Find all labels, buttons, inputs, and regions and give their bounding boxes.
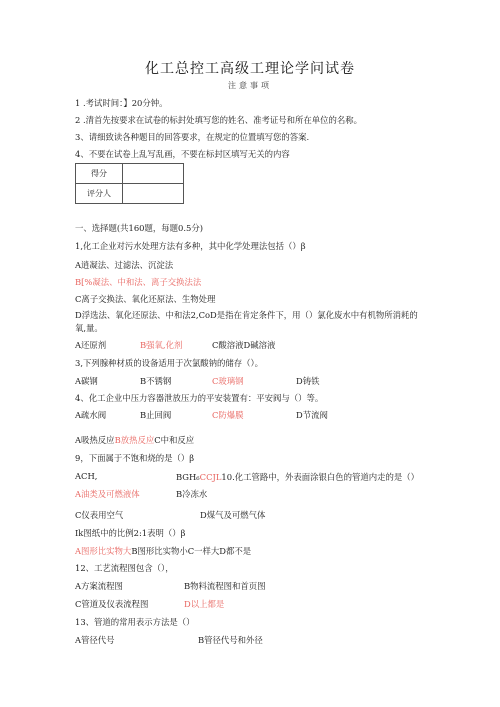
note-1: 1 .考试时间：】20分钟。 (75, 98, 168, 108)
q3-stem: 3,下列腺种材质的设备适用于次氯酸钠的储存（）。 (75, 358, 264, 368)
q1-stem: 1,化工企业对污水处理方法有多种，其中化学处理法包括（）β (75, 241, 306, 251)
page-title: 化工总控工高级工理论学问试卷 (145, 61, 355, 77)
grader-cell[interactable] (123, 184, 184, 204)
q10-stem: 10.化工管路中，外表面涂银白色的管道内走的是（） (221, 472, 419, 482)
q13-stem: 13、管道的常用表示方法是（） (75, 617, 195, 627)
q11-options (75, 545, 251, 557)
section-heading: 一、选择题(共160题，每题0.5分) (75, 223, 203, 233)
q4-option-c: C防爆膜 (212, 410, 244, 420)
q1-option-c: C离子交换法、氧化还原法、生物处理 (75, 294, 216, 304)
q10-option-c: C仪表用空气 (75, 510, 124, 520)
q5-option-b: B放热反应 (114, 435, 155, 445)
q12-stem: 12、工艺流程图包含（）， (75, 563, 174, 573)
q2-option-a: A还原剂 (75, 340, 107, 350)
q2-option-cd: C酸溶液D碱溶液 (212, 340, 276, 350)
score-label: 得分 (76, 164, 123, 184)
q4-option-d: D节流阀 (296, 410, 328, 420)
q12-option-a: A方案流程图 (75, 581, 123, 591)
q12-option-c: C管道及仪表流程图 (75, 599, 149, 609)
q9-option-c: CCJL (199, 472, 222, 482)
q3-option-d: D铸铁 (296, 376, 320, 386)
q1-option-b: B[%凝法、中和法、离子交换法法 (75, 277, 202, 287)
note-2: 2 .清首先按要求在试卷的标封处填写您的姓名、准考证号和所在单位的名称。 (75, 115, 363, 125)
q12-option-d: D以上都是 (184, 599, 225, 609)
note-3: 3、请细致读各种题目的回答要求，在规定的位置填写您的答案. (75, 132, 310, 142)
q4-stem: 4、化工企业中压力容器泄放压力的平安装置有：平安阀与（）等。 (75, 393, 324, 403)
q4-option-a: A疏水阀 (75, 410, 107, 420)
q9-option-b: BGH₆ (176, 472, 200, 482)
q12-option-b: B物料流程图和首页图 (184, 581, 266, 591)
q13-option-a: A管径代号 (75, 635, 115, 645)
q10-option-d: D煤气及可燃气体 (200, 510, 266, 520)
q3-option-b: B不锈钢 (140, 376, 172, 386)
q5-option-a: A吸热反应 (75, 435, 115, 445)
q4-option-b: B止回阀 (140, 410, 172, 420)
q11-option-a: A图形比实物大 (75, 546, 132, 556)
q9-stem: 9，下面属于不饱和烧的是（）β (75, 453, 195, 463)
score-cell[interactable] (123, 164, 184, 184)
q11-option-cd: C一样大D都不是 (187, 546, 252, 556)
q10-option-b: B冷冻水 (176, 489, 208, 499)
q11-stem: Ik图纸中的比例2:1表明（）β (75, 528, 186, 538)
q10-option-a: A油类及可燃液体 (75, 489, 140, 499)
q9-option-a: ACH, (75, 471, 98, 481)
q13-option-b: B管径代号和外径 (198, 635, 263, 645)
q3-option-c: C玻璃钢 (212, 376, 244, 386)
q1-option-a: A逍凝法、过滤法、沉淀法 (75, 260, 174, 270)
q9-options-bc (176, 471, 419, 483)
score-table (75, 163, 184, 204)
grader-label: 评分人 (76, 184, 123, 204)
note-4: 4、不要在试卷上乱写乱画，不要在标封区填写无关的内容 (75, 149, 290, 159)
page-subtitle: 注意事项 (228, 81, 272, 90)
q2-option-b: B强氧,化剂 (140, 340, 183, 350)
q1-option-d: D浮选法、氧化还原法、中和法2,CoD是指在肯定条件下，用（）氯化废水中有机物所消耗的氧,量。 (75, 310, 418, 333)
q5-options (75, 434, 194, 446)
q3-option-a: A碳钢 (75, 376, 98, 386)
q11-option-b: B图形比实物小 (131, 546, 188, 556)
q5-option-c: C中和反应 (154, 435, 195, 445)
